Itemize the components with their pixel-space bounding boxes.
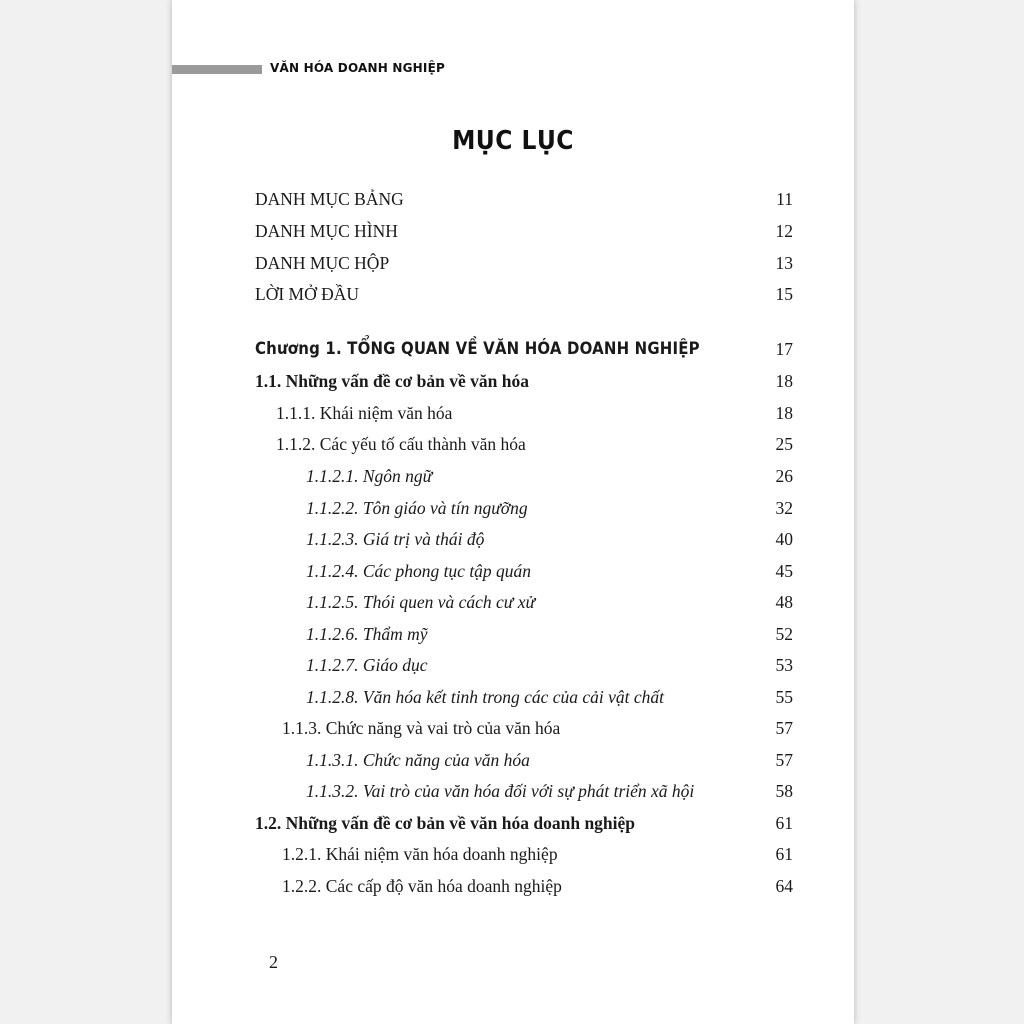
toc-entry-page: 17 <box>775 339 793 359</box>
toc-entry-1-1-2-6 <box>306 622 793 646</box>
toc-entry-page: 15 <box>775 284 793 304</box>
toc-entry-label: 1.1.2.5. Thói quen và cách cư xử <box>306 592 536 612</box>
book-page <box>172 0 854 1024</box>
toc-entry-1-2-1 <box>282 842 793 866</box>
toc-entry-label: 1.1.2.4. Các phong tục tập quán <box>306 561 532 581</box>
toc-entry-label: 1.1.1. Khái niệm văn hóa <box>276 403 453 423</box>
toc-entry-page: 58 <box>775 781 793 801</box>
toc-entry-chapter-1 <box>255 337 793 361</box>
toc-entry-page: 61 <box>775 844 793 864</box>
toc-entry-danh-muc-hop <box>255 251 793 275</box>
toc-entry-page: 61 <box>775 813 793 833</box>
toc-entry-1-1-2-7 <box>306 653 793 677</box>
toc-entry-page: 45 <box>775 561 793 581</box>
toc-entry-page: 26 <box>775 466 793 486</box>
toc-entry-page: 12 <box>775 221 793 241</box>
toc-entry-label: 1.1.2. Các yếu tố cấu thành văn hóa <box>276 434 526 454</box>
toc-entry-1-1-2 <box>276 432 793 456</box>
toc-entry-label: 1.2.2. Các cấp độ văn hóa doanh nghiệp <box>282 876 562 896</box>
toc-entry-label: LỜI MỞ ĐẦU <box>255 284 360 304</box>
toc-entry-label: 1.1.2.2. Tôn giáo và tín ngưỡng <box>306 498 528 518</box>
toc-entry-1-1-3-2 <box>306 779 793 803</box>
toc-entry-label: 1.1.3. Chức năng và vai trò của văn hóa <box>282 718 561 738</box>
toc-entry-section-1-1 <box>255 369 793 393</box>
toc-entry-label: 1.1.2.7. Giáo dục <box>306 655 428 675</box>
toc-entry-label: 1.1.2.6. Thẩm mỹ <box>306 624 428 644</box>
toc-entry-page: 53 <box>775 655 793 675</box>
toc-entry-label: DANH MỤC HỘP <box>255 253 390 273</box>
page-number: 2 <box>269 952 278 972</box>
toc-entry-page: 48 <box>775 592 793 612</box>
toc-entry-page: 25 <box>775 434 793 454</box>
toc-entry-label: DANH MỤC HÌNH <box>255 221 398 241</box>
toc-entry-loi-mo-dau <box>255 282 793 306</box>
toc-entry-1-1-3-1 <box>306 748 793 772</box>
toc-entry-1-2-2 <box>282 874 793 898</box>
toc-entry-1-1-2-3 <box>306 527 793 551</box>
toc-entry-page: 32 <box>775 498 793 518</box>
toc-entry-page: 13 <box>775 253 793 273</box>
toc-entry-danh-muc-bang <box>255 187 793 211</box>
toc-entry-page: 11 <box>776 189 793 209</box>
toc-entry-page: 57 <box>775 718 793 738</box>
toc-entry-page: 40 <box>775 529 793 549</box>
toc-entry-label: Chương 1. TỔNG QUAN VỀ VĂN HÓA DOANH NGHIỆP <box>255 339 700 359</box>
toc-entry-label: 1.1.2.1. Ngôn ngữ <box>306 466 433 486</box>
toc-entry-1-1-2-5 <box>306 590 793 614</box>
toc-entry-1-1-3 <box>282 716 793 740</box>
toc-entry-label: 1.1.2.3. Giá trị và thái độ <box>306 529 485 549</box>
toc-entry-page: 55 <box>775 687 793 707</box>
toc-entry-page: 18 <box>775 403 793 423</box>
toc-entry-label: 1.1. Những vấn đề cơ bản về văn hóa <box>255 371 529 391</box>
toc-entry-1-1-1 <box>276 401 793 425</box>
toc-entry-danh-muc-hinh <box>255 219 793 243</box>
toc-entry-label: 1.1.3.1. Chức năng của văn hóa <box>306 750 530 770</box>
toc-entry-section-1-2 <box>255 811 793 835</box>
toc-entry-1-1-2-4 <box>306 559 793 583</box>
toc-entry-page: 57 <box>775 750 793 770</box>
toc-entry-label: 1.1.2.8. Văn hóa kết tinh trong các của cải vật chất <box>306 687 665 707</box>
toc-entry-1-1-2-1 <box>306 464 793 488</box>
running-header-title: VĂN HÓA DOANH NGHIỆP <box>270 61 445 75</box>
toc-entry-1-1-2-2 <box>306 496 793 520</box>
toc-title: MỤC LỤC <box>452 126 574 156</box>
toc-entry-label: 1.2. Những vấn đề cơ bản về văn hóa doanh nghiệp <box>255 813 636 833</box>
toc-entry-page: 52 <box>775 624 793 644</box>
toc-entry-page: 18 <box>775 371 793 391</box>
toc-entry-page: 64 <box>775 876 793 896</box>
toc-entry-label: 1.1.3.2. Vai trò của văn hóa đối với sự phát triển xã hội <box>306 781 695 801</box>
toc-entry-1-1-2-8 <box>306 685 793 709</box>
toc-entry-label: 1.2.1. Khái niệm văn hóa doanh nghiệp <box>282 844 558 864</box>
toc-entry-label: DANH MỤC BẢNG <box>255 189 404 209</box>
header-bar-decoration <box>172 65 262 74</box>
